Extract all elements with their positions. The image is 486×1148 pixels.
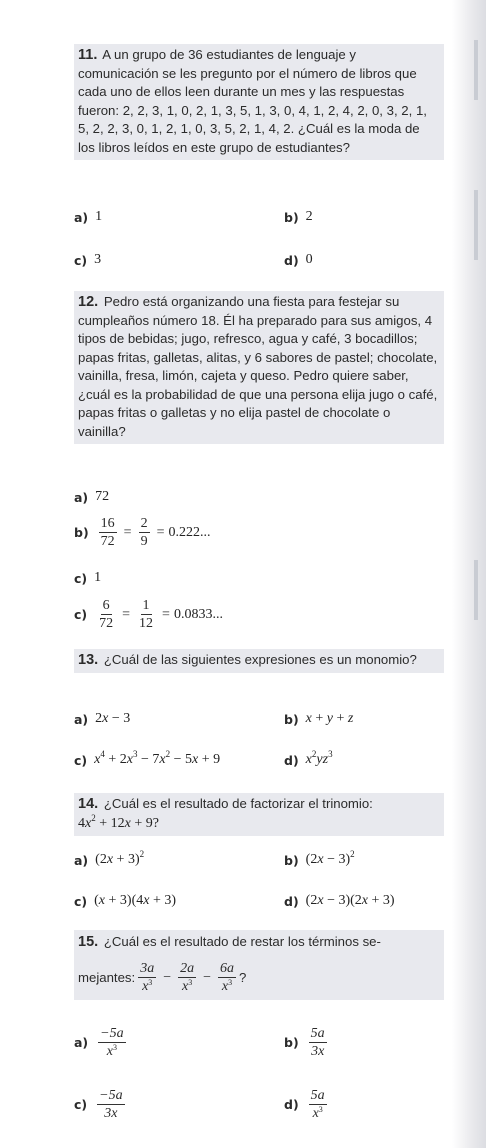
option-value: 72 [95,489,110,504]
option-letter: c) [74,252,88,268]
denominator: 3x [311,1044,325,1059]
question-14 [74,793,444,836]
option-letter: c) [74,893,88,909]
option-value: 1 [94,570,102,585]
question-number: 13. [78,652,99,668]
question-text: A un grupo de 36 estudiantes de lenguaje y comunicación se les pregunto por el número de libros que cada uno de ellos leen durante un mes y las respuestas fueron: 2, 2, 3, 1, 0, 2, 1, 3, 5, 1, 3, 0, 4, 1, 2, 4, 2, 0, 3, 2, 1, 5, 2, 2, 3, 0, 1, 2, 1, 0, 3, 5, 2, 1, 4, 2. ¿Cuál es la moda de los libros leídos en este grupo de estudiantes? [78,47,427,155]
expression: $(2x - 3)^2$ [305,849,355,867]
numerator: 5a [310,1088,325,1103]
question-15-expression-line: mejantes: $\frac{3a}{x^3}$ − $\frac{2a}{x^3}$ − $\frac{6a}{x^3}$ ? [78,961,247,994]
expression: $(2x + 3)^2$ [95,849,145,867]
fraction: $\frac{-5a}{x^3}$ [100,1026,124,1059]
option-letter: a) [74,852,89,868]
question-number: 14. [78,796,99,812]
option-15-b[interactable] [284,1025,330,1060]
fraction: $\frac{5a}{x^3}$ [310,1088,325,1121]
question-number: 15. [78,934,99,950]
edge-mark [474,40,478,100]
question-text: ¿Cuál es el resultado de factorizar el trinomio: [103,796,373,811]
option-value: 0 [305,252,313,267]
option-letter: a) [74,209,89,225]
edge-mark [474,560,478,620]
expression: x + y + z [305,711,354,726]
numerator: −5a [100,1026,124,1041]
option-value: 1 [95,209,103,224]
option-letter: d) [284,893,299,909]
question-14-stem [74,793,444,836]
option-letter: d) [284,752,299,768]
trinomial: $4x^2 + 12x + 9$? [78,812,159,831]
fraction: $\frac{3a}{x^3}$ [140,961,155,994]
question-number: 12. [78,294,99,310]
numerator: 5a [310,1026,325,1041]
option-letter: c) [74,1097,88,1112]
denominator: 3x [104,1106,118,1121]
denominator: x [106,1044,113,1059]
numerator: 2 [140,516,148,531]
option-11-a[interactable] [74,209,102,225]
fraction [309,1025,327,1060]
option-15-a[interactable] [74,1025,129,1060]
option-12-d[interactable] [74,597,223,632]
decimal-result: 0.222... [168,524,211,540]
page-edge-shadow [452,0,486,1148]
numerator: −5a [99,1088,123,1103]
fraction [139,515,150,550]
numerator: 16 [100,516,115,531]
option-letter: a) [74,489,89,505]
option-13-a[interactable] [74,711,130,727]
option-13-d[interactable] [284,749,333,768]
option-letter: a) [74,711,89,727]
denominator: 12 [139,616,154,631]
option-11-d[interactable] [284,252,313,268]
denominator: 9 [140,534,148,549]
numerator: 1 [142,598,150,613]
option-value: 3 [94,252,102,267]
question-11-stem [74,44,444,160]
question-15 [74,930,444,1000]
fraction [137,597,155,632]
option-11-b[interactable] [284,209,313,225]
option-letter: b) [284,209,299,225]
expression: $x^2yz^3$ [305,749,333,767]
question-15-stem [74,930,444,1000]
question-text-continued: mejantes: [78,969,136,985]
fraction [97,597,115,632]
equals-sign: = [162,606,170,622]
option-11-c[interactable] [74,252,101,268]
option-14-a[interactable] [74,849,145,868]
option-15-d[interactable] [284,1087,330,1122]
decimal-result: 0.0833... [173,606,223,622]
option-letter: c) [74,570,88,586]
option-12-a[interactable] [74,489,109,505]
option-letter: d) [284,252,299,268]
question-text: ¿Cuál es el resultado de restar los términos se- [103,934,381,949]
option-letter: b) [284,852,299,868]
option-12-c[interactable] [74,570,101,586]
option-letter: b) [284,1035,299,1050]
option-13-b[interactable] [284,711,353,727]
question-13-stem [74,649,444,673]
option-letter: c) [74,752,88,768]
question-12-stem [74,291,444,444]
numerator: 6 [102,598,110,613]
option-letter: b) [74,525,89,540]
fraction [99,515,117,550]
option-12-b[interactable] [74,515,210,550]
fraction [97,1087,124,1122]
denominator: 72 [100,534,115,549]
option-14-d[interactable] [284,893,395,909]
option-15-c[interactable] [74,1087,128,1122]
option-13-c[interactable] [74,749,221,768]
question-11 [74,44,444,160]
expression: (2x − 3)(2x + 3) [305,893,395,908]
fraction: $\frac{2a}{x^3}$ [180,961,195,994]
equals-sign: = [122,606,131,622]
option-14-b[interactable] [284,849,355,868]
equals-sign: = [156,524,165,540]
question-text: Pedro está organizando una fiesta para festejar su cumpleaños número 18. Él ha preparado para sus amigos, 4 tipos de bebidas; jugo, refresco, agua y café, 3 bocadillos; papas fritas, galletas, alitas, y 6 sabores de pastel; chocolate, vainilla, fresa, limón, cajeta y queso. Pedro quiere saber, ¿cuál es la probabilidad de que una persona elija jugo o café, papas fritas o galletas y no elija pastel de chocolate o vainilla? [78,294,438,439]
question-text: ¿Cuál de las siguientes expresiones es un monomio? [103,652,417,667]
denominator: x [312,1106,319,1121]
equals-sign: = [123,524,132,540]
option-value: 2 [305,209,313,224]
edge-mark [474,190,478,260]
expression: $x^4 + 2x^3 - 7x^2 - 5x + 9$ [94,749,221,767]
question-13 [74,649,444,673]
option-14-c[interactable] [74,893,176,909]
question-number: 11. [78,47,98,63]
option-letter: d) [284,1097,299,1112]
option-letter: c) [74,607,88,622]
option-letter: b) [284,711,299,727]
question-12 [74,291,444,444]
expression: (x + 3)(4x + 3) [94,893,177,908]
fraction: $\frac{6a}{x^3}$ [220,961,234,994]
expression: 2x − 3 [95,711,131,726]
denominator: 72 [99,616,114,631]
option-letter: a) [74,1035,89,1050]
